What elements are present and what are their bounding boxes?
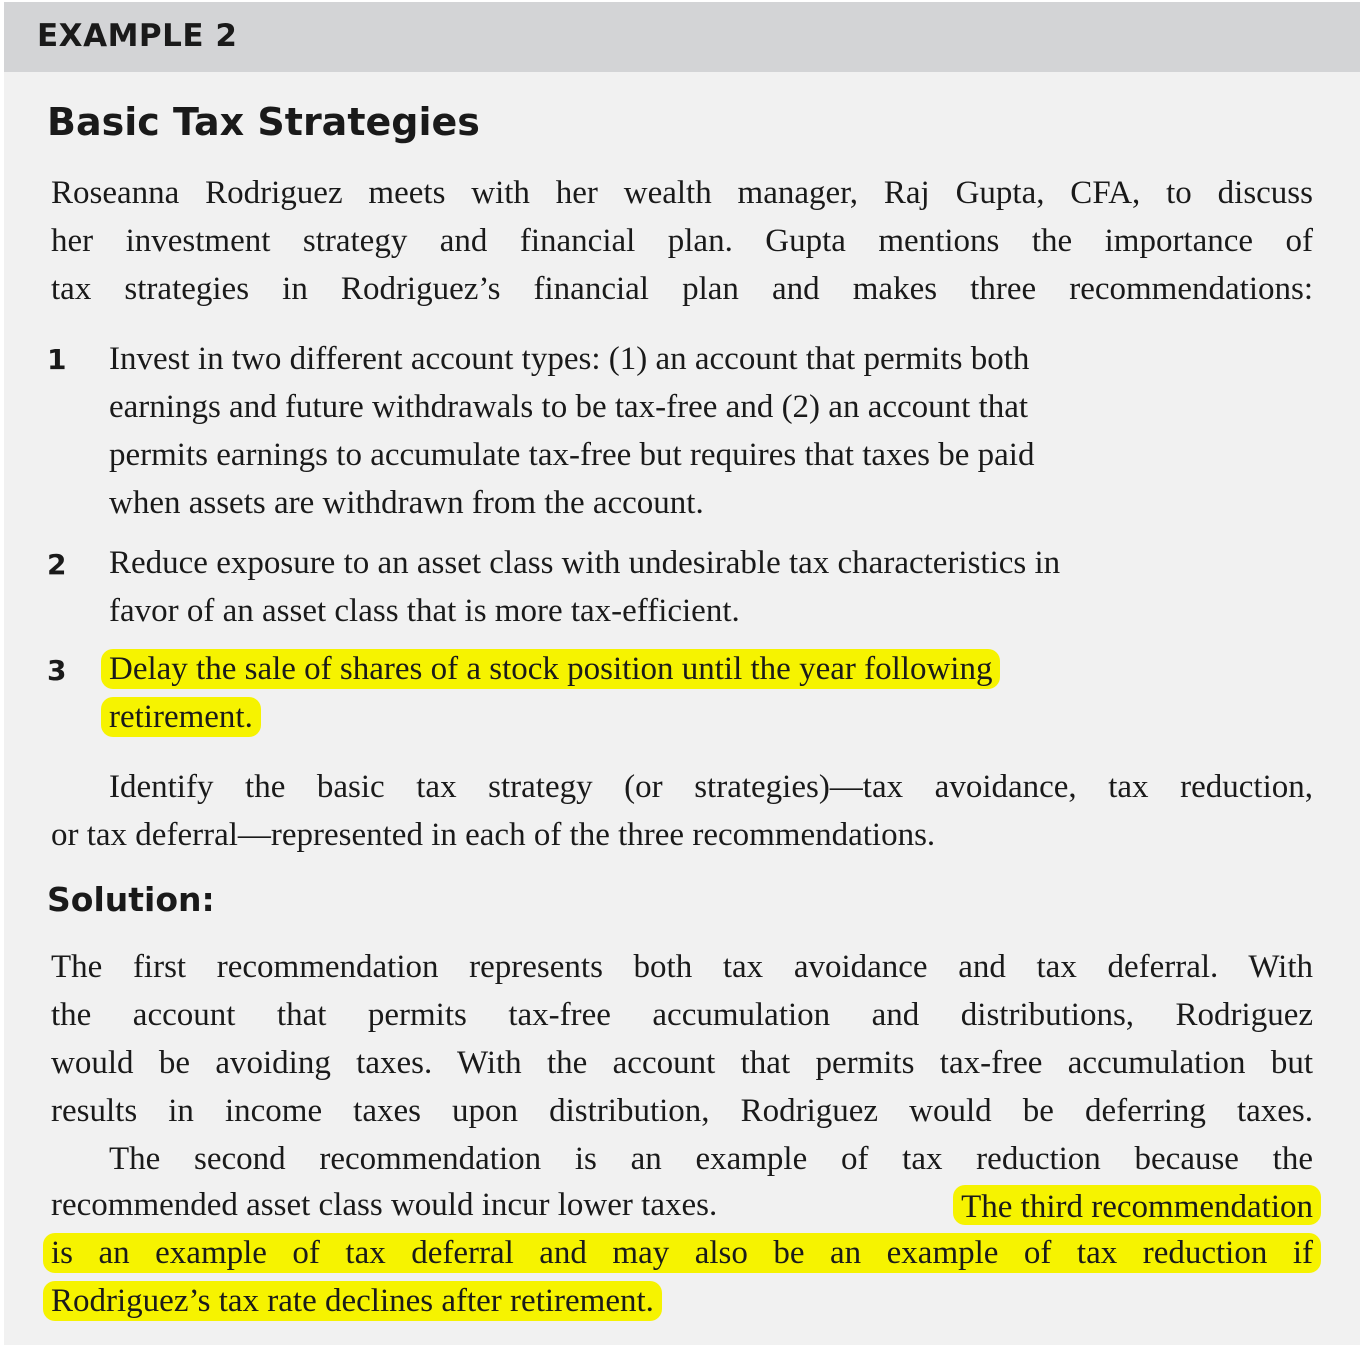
solution-line: [51, 1185, 1313, 1225]
solution-heading: Solution:: [47, 880, 215, 919]
recommendation-line: earnings and future withdrawals to be tax-free and (2) an account that: [109, 389, 1029, 425]
question-line: or tax deferral—represented in each of the three recommendations.: [51, 817, 936, 853]
solution-line-highlighted: [51, 1281, 654, 1321]
solution-line: would be avoiding taxes. With the account that permits tax-free accumulation but: [51, 1045, 1313, 1081]
solution-line: The first recommendation represents both tax avoidance and tax deferral. With: [51, 949, 1313, 985]
solution-line: The second recommendation is an example of tax reduction because the: [109, 1141, 1313, 1177]
recommendation-line: when assets are withdrawn from the account.: [109, 485, 704, 521]
page-title: Basic Tax Strategies: [47, 100, 480, 144]
solution-text: recommended asset class would incur lower taxes.: [51, 1187, 718, 1223]
solution-line: results in income taxes upon distribution, Rodriguez would be deferring taxes.: [51, 1093, 1313, 1129]
intro-line: tax strategies in Rodriguez’s financial plan and makes three recommendations:: [51, 271, 1313, 307]
highlight-mark: The third recommendation: [953, 1185, 1321, 1225]
recommendation-line: Invest in two different account types: (1) an account that permits both: [109, 341, 1030, 377]
list-number: 2: [47, 548, 67, 581]
example-header-bar: [4, 2, 1360, 72]
intro-line: Roseanna Rodriguez meets with her wealth manager, Raj Gupta, CFA, to discuss: [51, 175, 1313, 211]
recommendation-line: Reduce exposure to an asset class with undesirable tax characteristics in: [109, 545, 1061, 581]
recommendation-line: favor of an asset class that is more tax-efficient.: [109, 593, 740, 629]
recommendation-line-highlighted: [109, 649, 992, 689]
solution-line-highlighted: is an example of tax deferral and may also be an example of tax reduction if: [43, 1233, 1321, 1273]
recommendation-line-highlighted: [109, 697, 253, 737]
recommendation-line: permits earnings to accumulate tax-free but requires that taxes be paid: [109, 437, 1035, 473]
question-line: Identify the basic tax strategy (or strategies)—tax avoidance, tax reduction,: [109, 769, 1313, 805]
solution-line: the account that permits tax-free accumulation and distributions, Rodriguez: [51, 997, 1313, 1033]
example-label: EXAMPLE 2: [37, 18, 238, 54]
list-number: 3: [47, 654, 67, 687]
list-number: 1: [47, 343, 67, 376]
highlight-mark: Delay the sale of shares of a stock position until the year following: [101, 649, 1000, 689]
highlight-mark: Rodriguez’s tax rate declines after retirement.: [43, 1281, 662, 1321]
intro-line: her investment strategy and financial plan. Gupta mentions the importance of: [51, 223, 1313, 259]
highlight-mark: retirement.: [101, 697, 261, 737]
